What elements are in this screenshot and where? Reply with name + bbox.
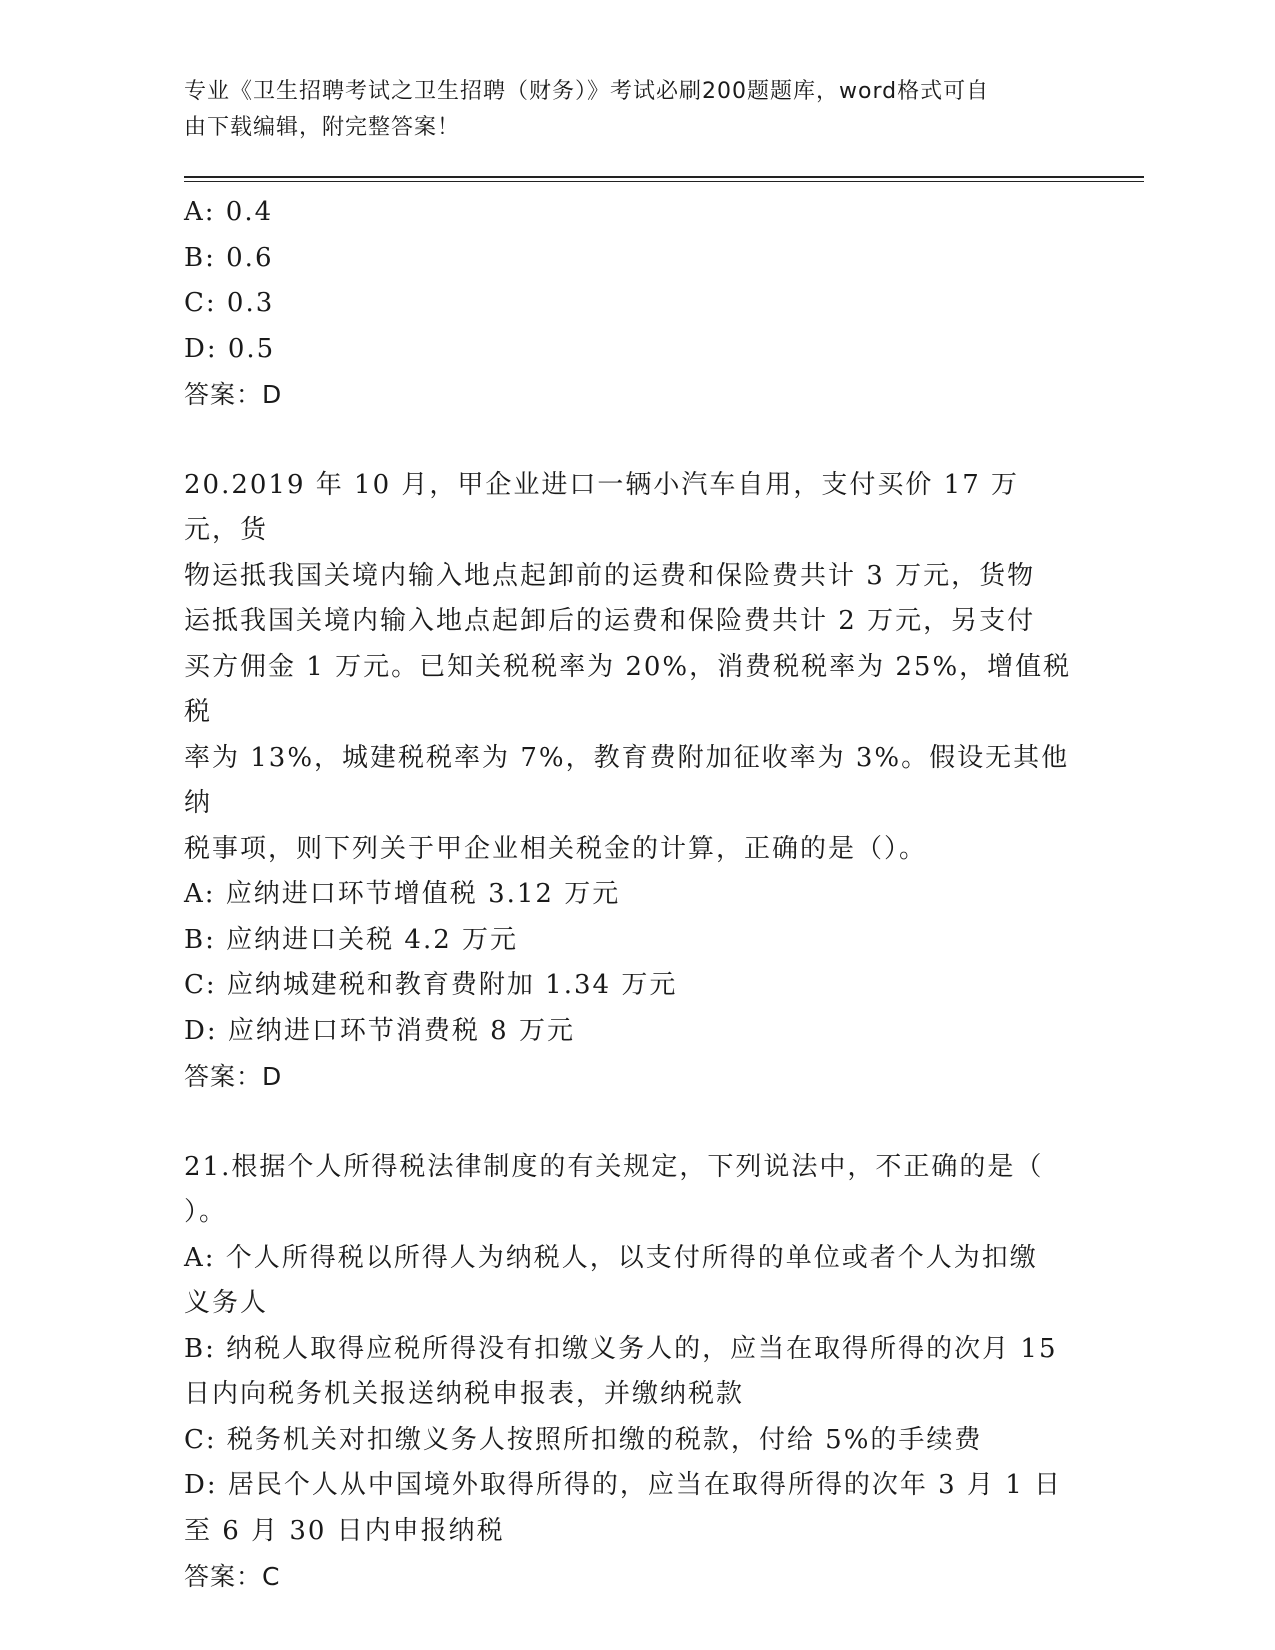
question-20 <box>184 463 1074 1100</box>
question-stem-line: 税事项，则下列关于甲企业相关税金的计算，正确的是（）。 <box>184 833 928 864</box>
option-d: D: 应纳进口环节消费税 8 万元 <box>184 1015 575 1046</box>
option-c: C: 税务机关对扣缴义务人按照所扣缴的税款，付给 5%的手续费 <box>184 1424 983 1455</box>
answer: 答案：C <box>184 1562 281 1591</box>
question-stem-line: 20.2019 年 10 月，甲企业进口一辆小汽车自用，支付买价 17 万元，货 <box>184 469 1020 545</box>
option-d-cont: 至 6 月 30 日内申报纳税 <box>184 1515 505 1546</box>
document-body <box>184 190 1074 1600</box>
header-divider-thick <box>184 176 1144 178</box>
question-stem-line: 率为 13%，城建税税率为 7%，教育费附加征收率为 3%。假设无其他纳 <box>184 742 1070 818</box>
option-b: B: 0.6 <box>184 242 274 273</box>
header-line-1: 专业《卫生招聘考试之卫生招聘（财务）》考试必刷200题题库，word格式可自 <box>184 79 990 104</box>
option-b: B: 纳税人取得应税所得没有扣缴义务人的，应当在取得所得的次月 15 <box>184 1333 1058 1364</box>
spacer <box>184 418 1074 463</box>
option-a-cont: 义务人 <box>184 1288 269 1318</box>
answer: 答案：D <box>184 380 283 409</box>
option-c: C: 0.3 <box>184 288 275 318</box>
option-b-cont: 日内向税务机关报送纳税申报表，并缴纳税款 <box>184 1379 745 1409</box>
option-a: A: 个人所得税以所得人为纳税人，以支付所得的单位或者个人为扣缴 <box>184 1242 1038 1273</box>
spacer <box>184 1100 1074 1145</box>
option-a: A: 0.4 <box>184 197 274 227</box>
header-divider-thin <box>184 181 1144 182</box>
option-d: D: 0.5 <box>184 333 276 364</box>
option-c: C: 应纳城建税和教育费附加 1.34 万元 <box>184 970 678 1000</box>
option-b: B: 应纳进口关税 4.2 万元 <box>184 924 519 955</box>
answer: 答案：D <box>184 1062 283 1091</box>
question-stem-line: 21.根据个人所得税法律制度的有关规定，下列说法中，不正确的是（ <box>184 1151 1044 1182</box>
question-stem-line: ）。 <box>184 1197 228 1227</box>
option-d: D: 居民个人从中国境外取得所得的，应当在取得所得的次年 3 月 1 日 <box>184 1470 1063 1500</box>
header-line-2: 由下载编辑，附完整答案！ <box>184 115 461 140</box>
document-header <box>184 74 1064 146</box>
option-a: A: 应纳进口环节增值税 3.12 万元 <box>184 879 621 909</box>
question-stem-line: 买方佣金 1 万元。已知关税税率为 20%，消费税税率为 25%，增值税税 <box>184 651 1072 727</box>
question-stem-line: 物运抵我国关境内输入地点起卸前的运费和保险费共计 3 万元，货物 <box>184 560 1036 591</box>
question-21 <box>184 1145 1074 1600</box>
question-19-tail <box>184 190 1074 418</box>
question-stem-line: 运抵我国关境内输入地点起卸后的运费和保险费共计 2 万元，另支付 <box>184 606 1036 636</box>
